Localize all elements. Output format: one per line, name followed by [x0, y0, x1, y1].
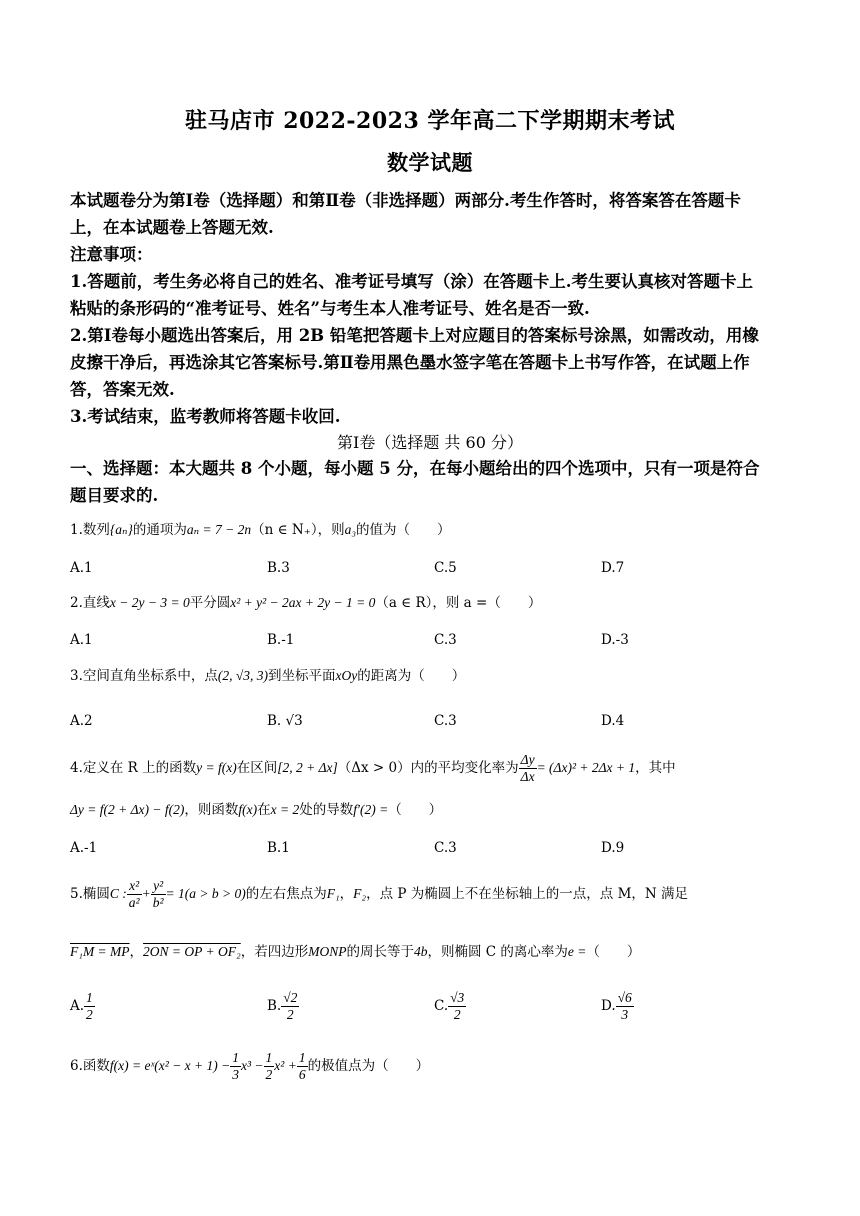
q5-c-num: √3 [450, 990, 465, 1005]
q1-option-b[interactable]: B.3 [267, 560, 290, 576]
q5-option-b[interactable] [267, 990, 299, 1023]
q1-text: 1.数列 [70, 522, 110, 538]
q3-point: (2, √3, 3) [217, 668, 269, 683]
instruction-line: 上，在本试题卷上答题无效. [70, 218, 274, 237]
q5-option-a-label: A. [70, 998, 85, 1014]
q5-option-c-label: C. [434, 998, 449, 1014]
q4-rate-numerator: Δy [520, 752, 535, 767]
q4-option-d[interactable]: D.9 [601, 840, 625, 856]
q5-option-d[interactable] [601, 990, 634, 1023]
q4-text: 处的导数 [299, 802, 354, 818]
q2-options [70, 632, 795, 654]
q4-x-value: x = 2 [270, 802, 300, 817]
q5-focus-1: F₁ [326, 886, 340, 901]
question-1 [70, 520, 795, 540]
q5-ellipse-name: C : [109, 886, 127, 901]
q4-text: 在区间 [236, 760, 278, 776]
q5-y-fraction [151, 878, 166, 911]
notice-item-3: 3.考试结束，监考教师将答题卡收回. [70, 407, 341, 426]
q5-text: （ ） [586, 944, 641, 960]
q4-rate-rhs: = (Δx)² + 2Δx + 1 [536, 760, 636, 775]
q5-vector-eq-2: 2ON = OP + OF₂ [143, 944, 241, 959]
q5-option-b-label: B. [267, 998, 282, 1014]
q5-x-fraction [127, 878, 142, 911]
q1-option-c[interactable]: C.5 [434, 560, 457, 576]
q6-function-lhs: f(x) = eˣ(x² − x + 1) − [109, 1058, 231, 1073]
q6-term-2: x² + [274, 1058, 297, 1073]
q1-term: a₃ [344, 522, 357, 537]
q5-text: 的左右焦点为 [245, 886, 327, 902]
q5-quadrilateral: MONP [308, 944, 347, 959]
q2-condition: （a ∈ R） [375, 595, 433, 611]
q5-b-den: 2 [286, 1007, 294, 1022]
q5-text: 5.椭圆 [70, 886, 110, 902]
q6-fraction-3 [297, 1050, 308, 1083]
q6-f2-num: 1 [265, 1050, 273, 1065]
q4-text: 内的平均变化率为 [410, 760, 519, 776]
q5-perimeter: 4b [413, 944, 428, 959]
q3-option-d[interactable]: D.4 [601, 713, 625, 729]
q5-option-a-value [84, 990, 95, 1023]
q1-options [70, 560, 795, 582]
q5-a-den: 2 [86, 1007, 93, 1022]
q1-condition: （n ∈ N₊） [251, 522, 318, 538]
question-5-cont [70, 942, 795, 962]
question-4 [70, 752, 795, 785]
q1-text: 的通项为 [132, 522, 187, 538]
q2-line: x − 2y − 3 = 0 [109, 595, 190, 610]
q2-text: 平分圆 [189, 595, 231, 611]
q3-options [70, 713, 795, 735]
section-intro [70, 455, 790, 509]
q6-f1-num: 1 [232, 1050, 240, 1065]
q3-option-b[interactable]: B. √3 [267, 713, 303, 729]
q6-fraction-1 [230, 1050, 241, 1083]
q5-eccentricity: e = [567, 944, 587, 959]
notice-item-2-cont: 皮擦干净后，再选涂其它答案标号.第Ⅱ卷用黑色墨水签字笔在答题卡上书写作答，在试题上作 [70, 353, 750, 372]
q3-option-c[interactable]: C.3 [434, 713, 457, 729]
q2-option-a[interactable]: A.1 [70, 632, 93, 648]
q4-option-a[interactable]: A.-1 [70, 840, 98, 856]
q5-option-c[interactable] [434, 990, 466, 1023]
q5-d-den: 3 [621, 1007, 629, 1022]
instructions-block [70, 187, 790, 430]
q5-focus-2: F₂ [353, 886, 367, 901]
q5-option-a[interactable] [70, 990, 95, 1023]
notice-item-1-cont: 粘贴的条形码的“准考证号、姓名”与考生本人准考证号、姓名是否一致. [70, 299, 590, 318]
q3-option-a[interactable]: A.2 [70, 713, 93, 729]
q5-x-denominator: a² [128, 895, 140, 910]
exam-subtitle: 数学试题 [387, 150, 473, 175]
q3-text: 的距离为（ ） [357, 668, 466, 684]
q5-y-numerator: y² [151, 878, 166, 895]
q6-text: 的极值点为（ ） [307, 1058, 430, 1074]
q5-text: ， [339, 886, 354, 902]
question-2 [70, 593, 795, 613]
q1-option-d[interactable]: D.7 [601, 560, 625, 576]
q6-text: 6.函数 [70, 1058, 110, 1074]
q2-option-b[interactable]: B.-1 [267, 632, 295, 648]
q4-options [70, 840, 795, 862]
q4-text: ，其中 [635, 760, 676, 776]
section-intro-line: 题目要求的. [70, 486, 159, 505]
q5-text: ，点 P 为椭圆上不在坐标轴上的一点，点 M，N 满足 [366, 886, 689, 902]
q2-text: ，则 a =（ ） [432, 595, 542, 611]
q1-option-a[interactable]: A.1 [70, 560, 93, 576]
notice-title: 注意事项： [70, 245, 153, 264]
q4-function: y = f(x) [196, 760, 237, 775]
q6-f1-den: 3 [232, 1067, 240, 1082]
q6-term-1: x³ − [241, 1058, 264, 1073]
q3-text: 到坐标平面 [268, 668, 336, 684]
q4-text: 4.定义在 R 上的函数 [70, 760, 197, 776]
q3-plane: xOy [335, 668, 358, 683]
q6-fraction-2 [264, 1050, 275, 1083]
q6-f2-den: 2 [265, 1067, 273, 1082]
q5-options [70, 990, 795, 1034]
question-5 [70, 878, 795, 911]
q5-option-d-value [616, 990, 634, 1023]
q1-formula: aₙ = 7 − 2n [186, 522, 252, 537]
question-3 [70, 666, 795, 686]
question-6 [70, 1050, 795, 1083]
question-4-cont [70, 800, 795, 820]
instruction-line: 本试题卷分为第Ⅰ卷（选择题）和第Ⅱ卷（非选择题）两部分.考生作答时，将答案答在答题卡 [70, 191, 741, 210]
q5-b-num: √2 [283, 990, 298, 1005]
q4-delta-def: Δy = f(2 + Δx) − f(2) [70, 802, 185, 817]
q5-text: ，若四边形 [240, 944, 309, 960]
notice-item-1: 1.答题前，考生务必将自己的姓名、准考证号填写（涂）在答题卡上.考生要认真核对答题卡上 [70, 272, 753, 291]
q4-fx: f(x) [238, 802, 258, 817]
notice-item-2: 2.第Ⅰ卷每小题选出答案后，用 2B 铅笔把答题卡上对应题目的答案标号涂黑，如需改动，用橡 [70, 326, 759, 345]
q4-text: ，则函数 [184, 802, 239, 818]
q4-text: （ ） [388, 802, 443, 818]
q5-option-b-value [281, 990, 299, 1023]
q4-rate-denominator: Δx [520, 769, 535, 784]
q5-c-den: 2 [453, 1007, 461, 1022]
q5-text: ，则椭圆 C 的离心率为 [427, 944, 568, 960]
q5-text: 的周长等于 [346, 944, 414, 960]
q5-text: ， [129, 944, 144, 960]
q5-x-numerator: x² [127, 878, 142, 895]
q4-option-c[interactable]: C.3 [434, 840, 457, 856]
q2-option-d[interactable]: D.-3 [601, 632, 629, 648]
q4-derivative: f′(2) = [353, 802, 389, 817]
q4-rate-fraction [519, 752, 537, 785]
q4-condition: （Δx > 0） [337, 760, 411, 776]
q2-circle: x² + y² − 2ax + 2y − 1 = 0 [230, 595, 376, 610]
notice-item-2-cont: 答，答案无效. [70, 380, 175, 399]
q5-option-c-value [448, 990, 466, 1023]
q5-y-denominator: b² [152, 895, 164, 910]
q5-option-d-label: D. [601, 998, 616, 1014]
q5-ellipse-rest: = 1(a > b > 0) [165, 886, 246, 901]
q2-option-c[interactable]: C.3 [434, 632, 457, 648]
q1-sequence: {aₙ} [109, 522, 133, 537]
q3-text: 3.空间直角坐标系中，点 [70, 668, 218, 684]
q1-text: 的值为（ ） [356, 522, 451, 538]
section-heading: 第Ⅰ卷（选择题 共 60 分） [337, 433, 523, 452]
q6-f3-num: 1 [298, 1050, 306, 1065]
q4-option-b[interactable]: B.1 [267, 840, 290, 856]
q2-text: 2.直线 [70, 595, 110, 611]
section-intro-line: 一、选择题：本大题共 8 个小题，每小题 5 分，在每小题给出的四个选项中，只有一项是符合 [70, 459, 760, 478]
q5-vector-eq-1: F₁M = MP [70, 944, 130, 959]
q4-text: 在 [257, 802, 271, 818]
q4-interval: [2, 2 + Δx] [277, 760, 338, 775]
q6-f3-den: 6 [298, 1067, 306, 1082]
q5-plus: + [141, 886, 151, 901]
q5-d-num: √6 [617, 990, 632, 1005]
q1-text: ，则 [317, 522, 345, 538]
exam-title: 驻马店市 2022-2023 学年高二下学期期末考试 [185, 108, 675, 134]
q5-a-num: 1 [86, 990, 93, 1005]
